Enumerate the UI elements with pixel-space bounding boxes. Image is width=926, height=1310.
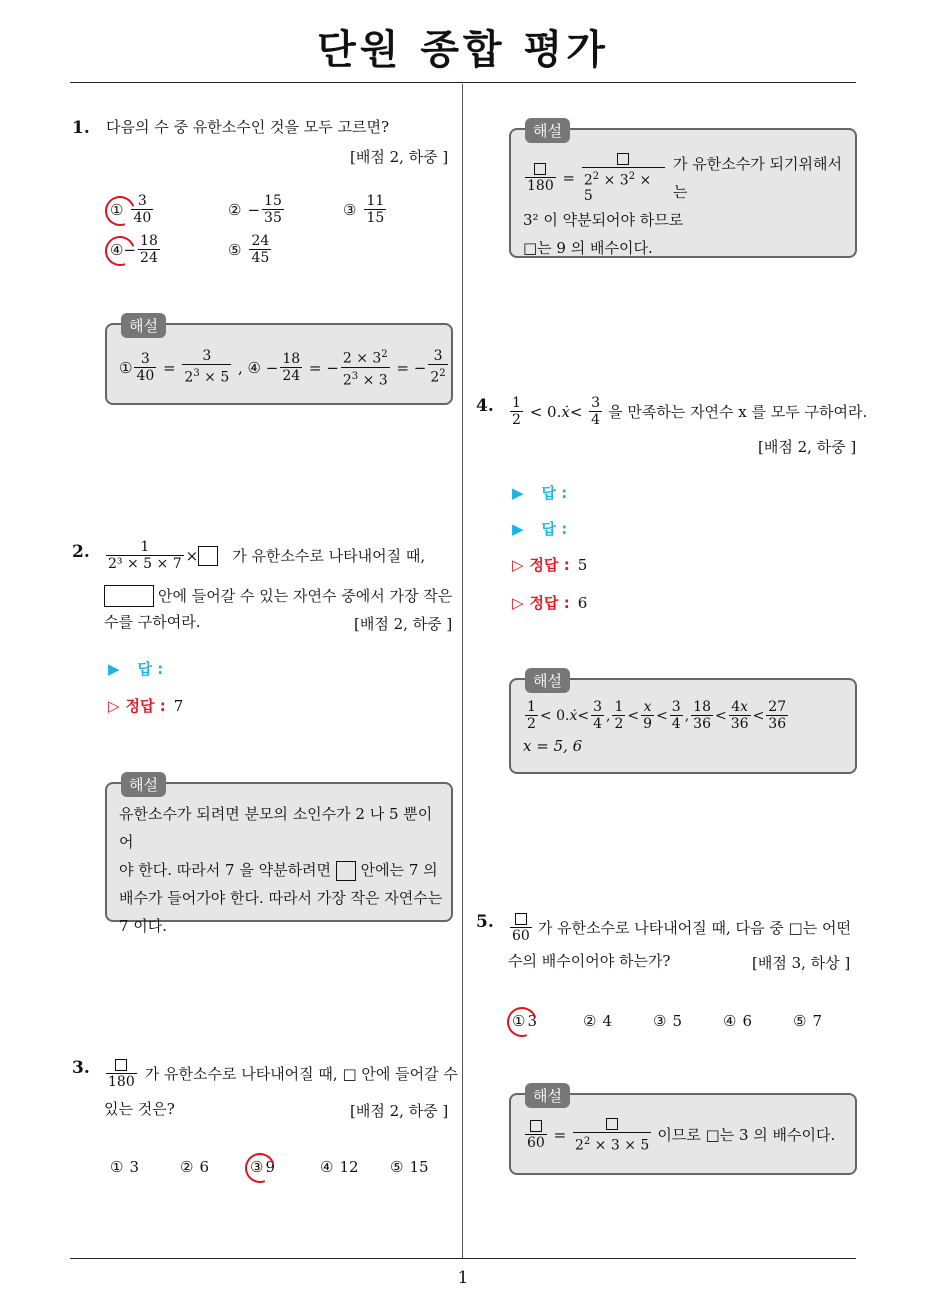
q2-answer-row[interactable]: ▶ 답 :	[108, 659, 164, 678]
q1-option-3[interactable]: ③ $\frac{11}{15}$	[343, 193, 385, 226]
question-2-meta: [배점 2, 하중 ]	[354, 615, 453, 633]
question-1-number: 1.	[72, 118, 90, 138]
play-outline-icon: ▷	[512, 593, 524, 612]
question-1-meta: [배점 2, 하중 ]	[350, 148, 449, 166]
q3-solution-box	[509, 122, 857, 258]
question-1-text: 다음의 수 중 유한소수인 것을 모두 고르면?	[106, 118, 389, 136]
q5-solution-box	[509, 1087, 857, 1175]
q2-correct-row: ▷ 정답 : 7	[108, 696, 184, 715]
q3-option-2[interactable]: ② 6	[180, 1158, 209, 1176]
solution-tag: 해설	[525, 118, 570, 143]
q1-option-4[interactable]: ④ − $\frac{18}{24}$	[110, 234, 162, 266]
q4-solution-box	[509, 672, 857, 774]
question-2-line-1: $\frac{1}{\text{2³ × 5 × 7}}$ × 가 유한소수로 나타내어질 때,	[108, 539, 426, 572]
play-icon: ▶	[108, 659, 120, 678]
q1-solution-box	[105, 317, 453, 405]
q3-solution-line-1: 180 = $2^2 \times 3^2 \times 5$ 가 유한소수가 되기위해서는	[527, 155, 842, 204]
solution-tag: 해설	[121, 313, 166, 338]
question-4-number: 4.	[476, 396, 494, 416]
solution-tag: 해설	[121, 772, 166, 797]
question-2-line-3: 수를 구하여라.	[104, 613, 201, 631]
play-outline-icon: ▷	[108, 696, 120, 715]
q5-option-3[interactable]: ③ 5	[653, 1012, 682, 1030]
footer-rule	[70, 1258, 856, 1259]
q4-correct-row-2: ▷ 정답 : 6	[512, 593, 588, 612]
column-divider	[462, 84, 463, 1259]
question-2-line-2: 안에 들어갈 수 있는 자연수 중에서 가장 작은	[104, 583, 452, 609]
q2-solution-box	[105, 776, 453, 935]
q1-solution-formula: ① $\frac{3}{40}$ = $\frac{3}{2^3 \times 5}$ , ④ − $\frac{18}{24}$ = − $\frac{2 \times 3^2}{2^3 \times 3}$ = − $\frac{3}{2^2}$	[119, 348, 446, 389]
blank-box	[198, 546, 218, 566]
question-5-line-2: 수의 배수이어야 하는가?	[508, 952, 671, 970]
q5-option-4[interactable]: ④ 6	[723, 1012, 752, 1030]
q5-option-1[interactable]: ① 3	[512, 1012, 537, 1030]
page-number: 1	[457, 1268, 469, 1288]
q2-solution-line-4: 7 이다.	[119, 917, 168, 935]
q5-option-5[interactable]: ⑤ 7	[793, 1012, 822, 1030]
selected-mark	[240, 1148, 280, 1188]
q2-solution-line-3: 배수가 들어가야 한다. 따라서 가장 작은 자연수는	[119, 889, 443, 907]
question-3-meta: [배점 2, 하중 ]	[350, 1102, 449, 1120]
question-5-meta: [배점 3, 하상 ]	[752, 954, 851, 972]
q1-option-5[interactable]: ⑤ $\frac{24}{45}$	[228, 233, 270, 266]
q4-correct-row-1: ▷ 정답 : 5	[512, 555, 588, 574]
q5-option-2[interactable]: ② 4	[583, 1012, 612, 1030]
question-3-line-1: 180 가 유한소수로 나타내어질 때, □ 안에 들어갈 수	[104, 1058, 458, 1090]
question-3-line-2: 있는 것은?	[104, 1100, 175, 1118]
q4-solution-line-1: $\frac{1}{2}$ < 0. ẋ < $\frac{3}{4}$ , $\frac{1}{2}$ < $\frac{x}{9}$ < $\frac{3}{4}$ , $\frac{18}{36}$ < $\frac{4x}{36}$ < $\frac{27}{36}$	[527, 699, 787, 732]
question-4-meta: [배점 2, 하중 ]	[758, 438, 857, 456]
question-2-number: 2.	[72, 542, 90, 562]
q3-option-3[interactable]: ③ 9	[250, 1158, 275, 1176]
play-icon: ▶	[512, 519, 524, 538]
q1-option-2[interactable]: ② − $\frac{15}{35}$	[228, 193, 282, 226]
q3-solution-line-2: 3² 이 약분되어야 하므로	[523, 211, 684, 229]
q1-option-1[interactable]: ① $\frac{3}{40}$	[110, 194, 155, 226]
q3-option-4[interactable]: ④ 12	[320, 1158, 359, 1176]
question-3-number: 3.	[72, 1058, 90, 1078]
question-4-text: $\frac{1}{2}$ < 0. ẋ < $\frac{3}{4}$ 을 만족하는 자연수 x 를 모두 구하여라.	[512, 395, 868, 428]
page-title: 단원 종합 평가	[317, 27, 609, 73]
q2-solution-line-1: 유한소수가 되려면 분모의 소인수가 2 나 5 뿐이어	[119, 805, 433, 851]
solution-tag: 해설	[525, 1083, 570, 1108]
q3-option-1[interactable]: ① 3	[110, 1158, 139, 1176]
q2-solution-line-2: 야 한다. 따라서 7 을 약분하려면 안에는 7 의	[119, 861, 438, 879]
selected-mark	[100, 231, 140, 271]
q5-solution-line: 60 = $2^2 \times 3 \times 5$ 이므로 □는 3 의 배수이다.	[523, 1117, 835, 1154]
q4-solution-line-2: x = 5, 6	[523, 737, 583, 755]
header-rule	[70, 82, 856, 83]
blank-box	[104, 585, 154, 607]
play-outline-icon: ▷	[512, 555, 524, 574]
play-icon: ▶	[512, 483, 524, 502]
q4-answer-row-2[interactable]: ▶ 답 :	[512, 519, 568, 538]
question-5-number: 5.	[476, 912, 494, 932]
question-5-line-1: 60 가 유한소수로 나타내어질 때, 다음 중 □는 어떤	[508, 912, 851, 944]
selected-mark	[502, 1002, 542, 1042]
q3-option-5[interactable]: ⑤ 15	[390, 1158, 429, 1176]
q3-solution-line-3: □는 9 의 배수이다.	[523, 239, 653, 257]
q4-answer-row-1[interactable]: ▶ 답 :	[512, 483, 568, 502]
solution-tag: 해설	[525, 668, 570, 693]
